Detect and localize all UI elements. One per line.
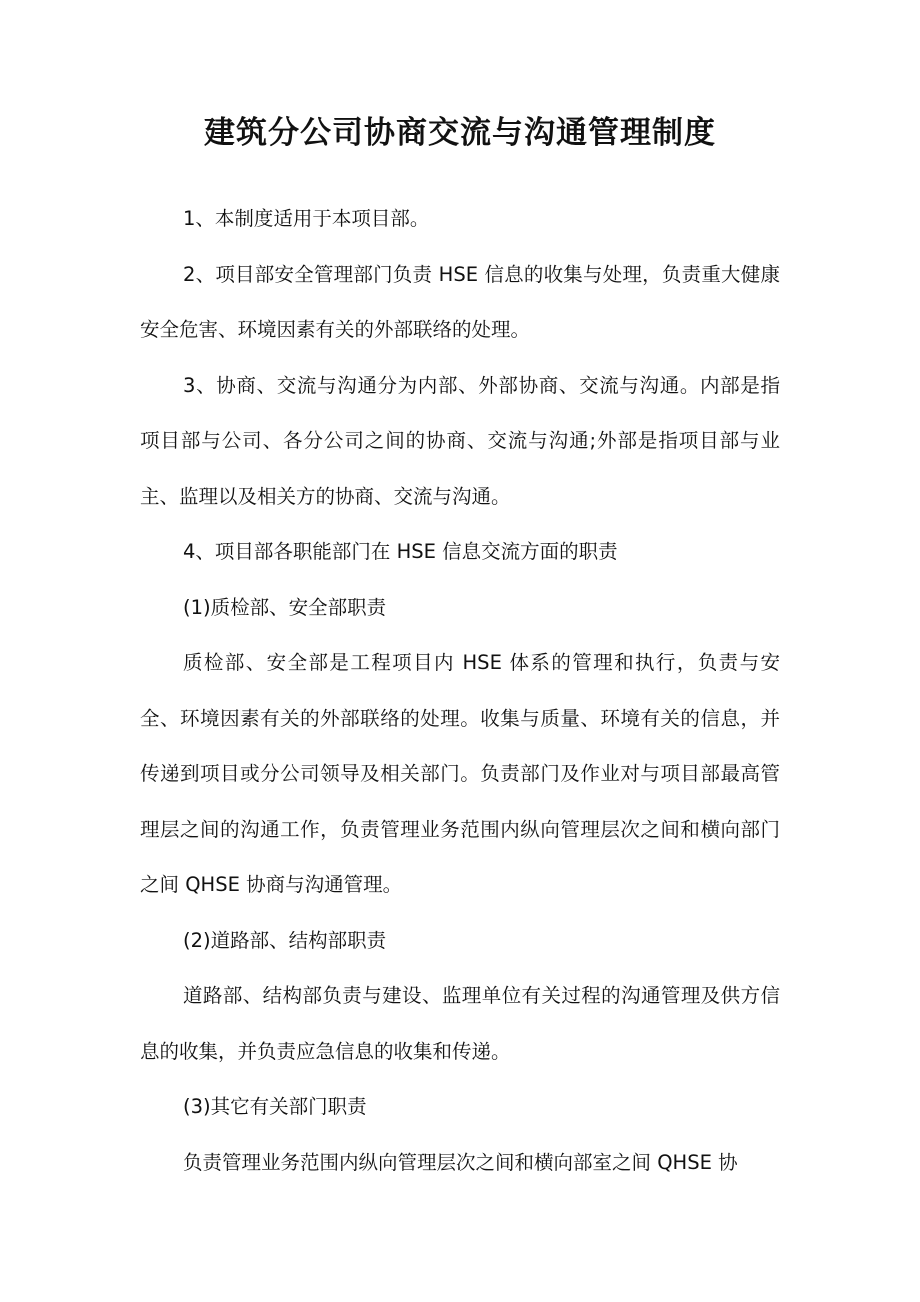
paragraph-road-structure-heading: (2)道路部、结构部职责 <box>183 928 387 952</box>
paragraph-qc-safety-heading: (1)质检部、安全部职责 <box>183 595 387 619</box>
paragraph-road-structure-duties: 道路部、结构部负责与建设、监理单位有关过程的沟通管理及供方信息的收集，并负责应急信息的收集和传递。 <box>140 984 780 1063</box>
document-body <box>140 191 780 1190</box>
paragraph-qc-safety-duties: 质检部、安全部是工程项目内 HSE 体系的管理和执行，负责与安全、环境因素有关的外部联络的处理。收集与质量、环境有关的信息，并传递到项目或分公司领导及相关部门。负责部门及作业对与项目部最高管理层之间的沟通工作，负责管理业务范围内纵向管理层次之间和横向部门之间 QHSE 协商与沟通管理。 <box>140 651 780 896</box>
paragraph-other-dept-heading: (3)其它有关部门职责 <box>183 1095 367 1118</box>
paragraph-dept-duties-heading: 4、项目部各职能部门在 HSE 信息交流方面的职责 <box>183 540 618 563</box>
paragraph-internal-external: 3、协商、交流与沟通分为内部、外部协商、交流与沟通。内部是指项目部与公司、各分公司之间的协商、交流与沟通;外部是指项目部与业主、监理以及相关方的协商、交流与沟通。 <box>140 373 780 508</box>
paragraph-scope: 1、本制度适用于本项目部。 <box>183 207 430 230</box>
document-title: 建筑分公司协商交流与沟通管理制度 <box>204 115 716 151</box>
paragraph-other-dept-duties: 负责管理业务范围内纵向管理层次之间和横向部室之间 QHSE 协 <box>183 1150 738 1174</box>
paragraph-safety-dept: 2、项目部安全管理部门负责 HSE 信息的收集与处理，负责重大健康安全危害、环境因素有关的外部联络的处理。 <box>140 262 780 341</box>
